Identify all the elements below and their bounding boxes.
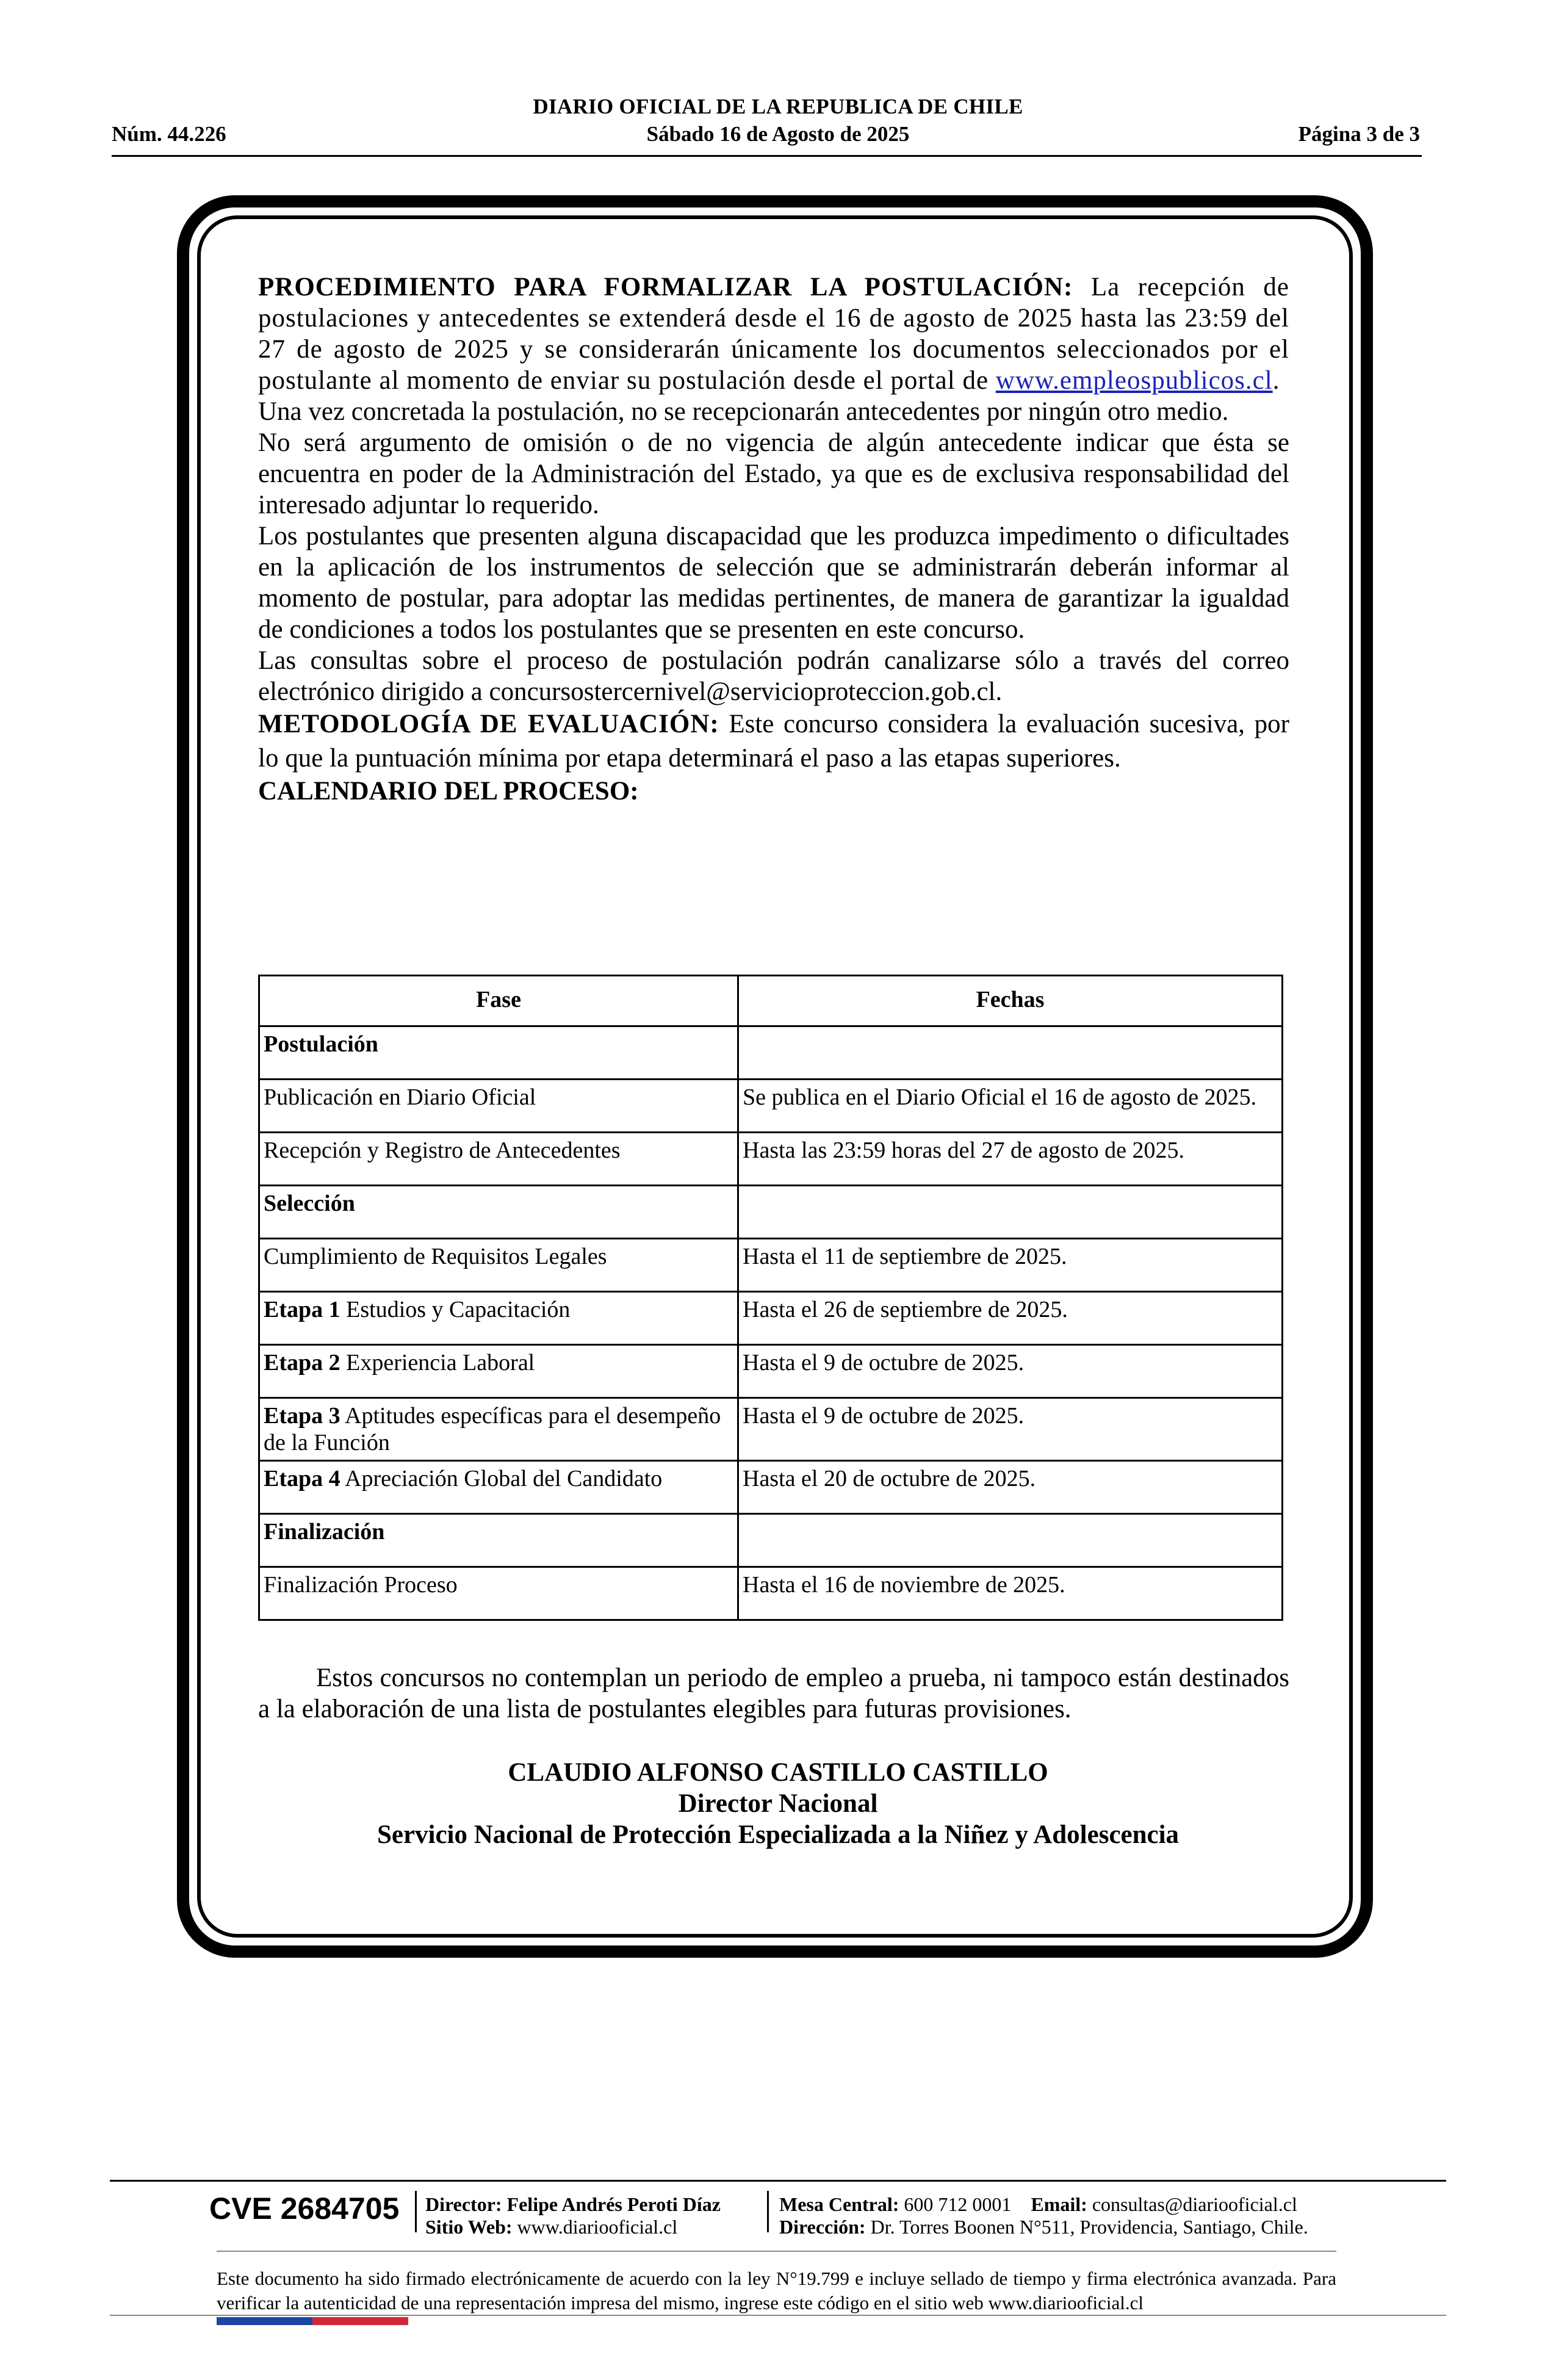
- paragraph-omission: No será argumento de omisión o de no vigencia de algún antecedente indicar que ésta se encuentra en poder de la Administración del Estado, ya que es de exclusiva responsabilidad del interesado adjuntar lo requerido.: [258, 428, 1289, 519]
- fase-cell: [259, 1398, 738, 1461]
- table-row: [259, 1398, 1283, 1461]
- signer-name: CLAUDIO ALFONSO CASTILLO CASTILLO: [508, 1758, 1048, 1787]
- address-line: [779, 2215, 1308, 2239]
- issue-number: Núm. 44.226: [112, 122, 226, 146]
- table-row: [259, 1080, 1283, 1133]
- email-label: Email:: [1031, 2193, 1087, 2215]
- address-text: Dr. Torres Boonen N°511, Providencia, Santiago, Chile.: [870, 2216, 1308, 2238]
- etapa-label: Etapa 4: [264, 1466, 340, 1491]
- contact-line: [779, 2192, 1297, 2216]
- empleospublicos-link[interactable]: www.empleospublicos.cl: [995, 366, 1273, 395]
- document-body: [258, 272, 1289, 807]
- issue-date: Sábado 16 de Agosto de 2025: [646, 122, 910, 146]
- footer-top-rule: [110, 2180, 1446, 2182]
- signer-institution: Servicio Nacional de Protección Especializada a la Niñez y Adolescencia: [376, 1820, 1180, 1849]
- flag-bar-blue: [217, 2317, 312, 2325]
- methodology-paragraph: [258, 707, 1289, 776]
- header-divider: [112, 155, 1422, 157]
- section-seleccion: Selección: [259, 1186, 738, 1239]
- fecha-cell: Hasta las 23:59 horas del 27 de agosto de 2025.: [738, 1133, 1283, 1186]
- fase-cell: [259, 1292, 738, 1345]
- closing-paragraph: Estos concursos no contemplan un periodo de empleo a prueba, ni tampoco están destinados a la elaboración de una lista de postulantes elegibles para futuras provisiones.: [258, 1664, 1289, 1723]
- paragraph-disability: Los postulantes que presenten alguna discapacidad que les produzca impedimento o dificultades en la aplicación de los instrumentos de selección que se administrarán deberán informar al momento de postular, para adoptar las medidas pertinentes, de manera de garantizar la igualdad de condiciones a todos los postulantes que se presenten en este concurso.: [258, 522, 1289, 644]
- section-postulacion: Postulación: [259, 1026, 738, 1080]
- fecha-cell: Hasta el 20 de octubre de 2025.: [738, 1461, 1283, 1514]
- director-label: Director:: [425, 2193, 502, 2215]
- table-row: [259, 1292, 1283, 1345]
- site-label: Sitio Web:: [425, 2216, 513, 2238]
- table-section-row: [259, 1186, 1283, 1239]
- empty-cell: [738, 1186, 1283, 1239]
- paragraph-no-other-means: Una vez concretada la postulación, no se recepcionarán antecedentes por ningún otro medio.: [258, 397, 1229, 426]
- procedure-heading: PROCEDIMIENTO PARA FORMALIZAR LA POSTULACIÓN:: [258, 273, 1073, 301]
- table-header-row: [259, 976, 1283, 1026]
- table-row: [259, 1133, 1283, 1186]
- table-row: [259, 1461, 1283, 1514]
- signer-role: Director Nacional: [678, 1789, 878, 1818]
- etapa-text: Experiencia Laboral: [340, 1350, 535, 1376]
- methodology-text: Este concurso considera la evaluación sucesiva, por lo que la puntuación mínima por etapa determinará el paso a las etapas superiores.: [258, 710, 1289, 773]
- director-line: [425, 2192, 721, 2216]
- procedure-text: La recepción de postulaciones y antecedentes se extenderá desde el 16 de agosto de 2025 hasta las 23:59 del 27 de agosto de 2025 y se considerarán únicamente los documentos seleccionados por el postulante al momento de enviar su postulación desde el portal de: [258, 273, 1289, 395]
- fecha-cell: Hasta el 9 de octubre de 2025.: [738, 1398, 1283, 1461]
- footer-mid-rule: [217, 2251, 1336, 2252]
- fase-cell: Finalización Proceso: [259, 1567, 738, 1620]
- footer-bottom-rule: [110, 2315, 1446, 2316]
- table-row: [259, 1239, 1283, 1292]
- fase-cell: [259, 1461, 738, 1514]
- etapa-label: Etapa 1: [264, 1297, 340, 1322]
- footer-separator: [767, 2191, 769, 2232]
- fecha-cell: Hasta el 16 de noviembre de 2025.: [738, 1567, 1283, 1620]
- director-name: Felipe Andrés Peroti Díaz: [506, 2193, 721, 2215]
- site-url[interactable]: www.diariooficial.cl: [517, 2216, 678, 2238]
- fase-cell: [259, 1345, 738, 1398]
- table-section-row: [259, 1026, 1283, 1080]
- empty-cell: [738, 1026, 1283, 1080]
- fase-cell: Recepción y Registro de Antecedentes: [259, 1133, 738, 1186]
- empty-cell: [738, 1514, 1283, 1567]
- fecha-cell: Se publica en el Diario Oficial el 16 de agosto de 2025.: [738, 1080, 1283, 1133]
- etapa-text: Apreciación Global del Candidato: [340, 1466, 663, 1491]
- flag-bar-red: [312, 2317, 408, 2325]
- mesa-phone: 600 712 0001: [904, 2193, 1012, 2215]
- fecha-cell: Hasta el 26 de septiembre de 2025.: [738, 1292, 1283, 1345]
- methodology-heading: METODOLOGÍA DE EVALUACIÓN:: [258, 710, 719, 738]
- site-line: [425, 2215, 677, 2239]
- table-row: [259, 1567, 1283, 1620]
- col-fase-header: Fase: [259, 976, 738, 1026]
- procedure-text-end: .: [1272, 366, 1280, 395]
- page-indicator: Página 3 de 3: [1298, 122, 1420, 146]
- fase-cell: Publicación en Diario Oficial: [259, 1080, 738, 1133]
- fase-cell: Cumplimiento de Requisitos Legales: [259, 1239, 738, 1292]
- fecha-cell: Hasta el 9 de octubre de 2025.: [738, 1345, 1283, 1398]
- email-address[interactable]: consultas@diariooficial.cl: [1092, 2193, 1297, 2215]
- footer-separator: [415, 2191, 417, 2232]
- etapa-label: Etapa 3: [264, 1403, 340, 1429]
- etapa-label: Etapa 2: [264, 1350, 340, 1376]
- procedure-paragraph: [258, 272, 1289, 396]
- cve-code: CVE 2684705: [209, 2191, 400, 2226]
- mesa-label: Mesa Central:: [779, 2193, 899, 2215]
- etapa-text: Estudios y Capacitación: [340, 1297, 571, 1322]
- calendar-table: [258, 975, 1283, 1621]
- calendar-heading: CALENDARIO DEL PROCESO:: [258, 777, 639, 806]
- newspaper-title: DIARIO OFICIAL DE LA REPUBLICA DE CHILE: [533, 95, 1023, 118]
- section-finalizacion: Finalización: [259, 1514, 738, 1567]
- table-row: [259, 1345, 1283, 1398]
- table-section-row: [259, 1514, 1283, 1567]
- fecha-cell: Hasta el 11 de septiembre de 2025.: [738, 1239, 1283, 1292]
- etapa-text: Aptitudes específicas para el desempeño de la Función: [264, 1403, 721, 1455]
- paragraph-inquiries: Las consultas sobre el proceso de postulación podrán canalizarse sólo a través del correo electrónico dirigido a concursostercernivel@servicioproteccion.gob.cl.: [258, 646, 1289, 706]
- address-label: Dirección:: [779, 2216, 866, 2238]
- footer-disclaimer: Este documento ha sido firmado electrónicamente de acuerdo con la ley N°19.799 e incluye sellado de tiempo y firma electrónica avanzada. Para verificar la autenticidad de una representación impresa del mismo, ingrese este código en el sitio web www.diariooficial.cl: [217, 2268, 1336, 2313]
- col-fechas-header: Fechas: [738, 976, 1283, 1026]
